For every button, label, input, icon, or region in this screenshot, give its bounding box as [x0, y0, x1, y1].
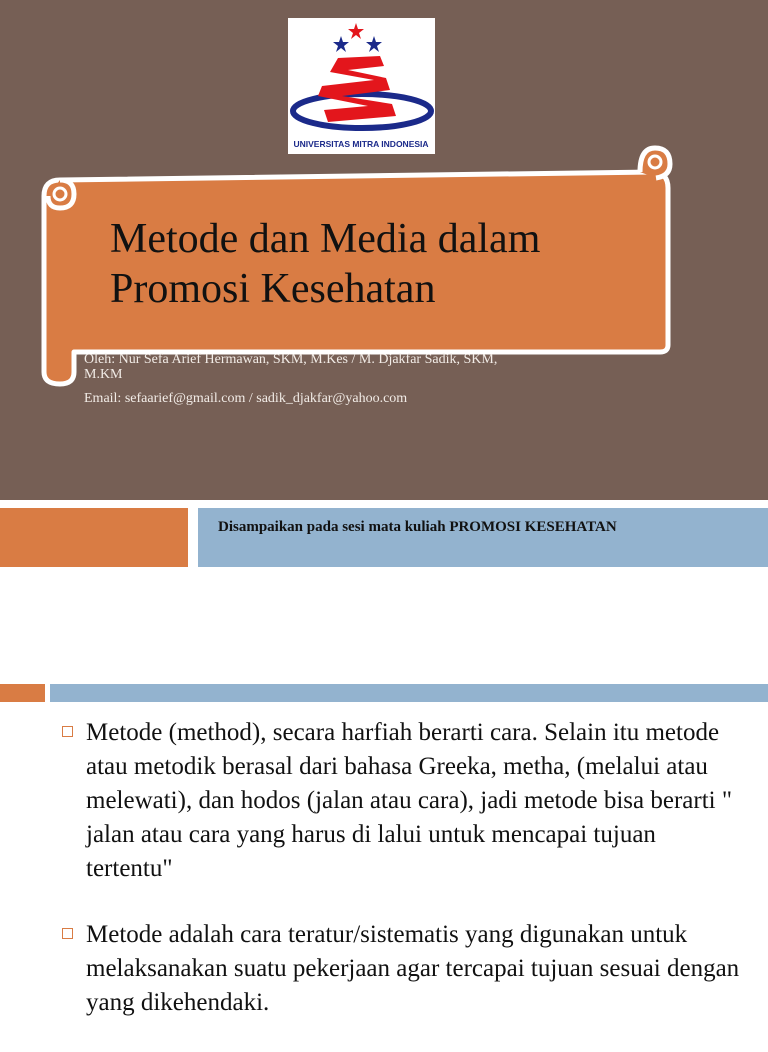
section-divider — [0, 500, 768, 508]
slide2-orange-bar — [0, 684, 45, 702]
slide-title — [110, 214, 650, 314]
banner-text: Disampaikan pada sesi mata kuliah PROMOSI KESEHATAN — [218, 519, 617, 535]
square-bullet-icon — [62, 726, 73, 737]
authors-line-1: Oleh: Nur Sefa Arief Hermawan, SKM, M.Kes / M. Djakfar Sadik, SKM, — [84, 352, 498, 367]
title-line-2: Promosi Kesehatan — [110, 266, 436, 312]
square-bullet-icon — [62, 928, 73, 939]
banner-orange-block — [0, 508, 188, 567]
scroll-left-knob — [54, 188, 66, 200]
author-info — [84, 352, 604, 406]
logo-text: UNIVERSITAS MITRA INDONESIA — [293, 139, 429, 149]
list-item — [60, 918, 740, 1020]
slide2-blue-bar — [50, 684, 768, 702]
bullet-text: Metode adalah cara teratur/sistematis yang digunakan untuk melaksanakan suatu pekerjaan agar tercapai tujuan sesuai dengan yang dikehendaki. — [86, 921, 740, 1016]
scroll-right-knob — [649, 156, 661, 168]
bullet-text: Metode (method), secara harfiah berarti cara. Selain itu metode atau metodik berasal dari bahasa Greeka, metha, (melalui atau melewati), dan hodos (jalan atau cara), jadi metode bisa berarti " jalan atau cara yang harus di lalui untuk mencapai tujuan tertentu" — [86, 719, 733, 882]
email-line: Email: sefaarief@gmail.com / sadik_djakfar@yahoo.com — [84, 391, 408, 406]
authors-line-2: M.KM — [84, 367, 123, 382]
title-line-1: Metode dan Media dalam — [110, 216, 541, 262]
banner-blue-block — [198, 508, 768, 567]
list-item — [60, 716, 740, 886]
bullet-list — [60, 716, 740, 1052]
